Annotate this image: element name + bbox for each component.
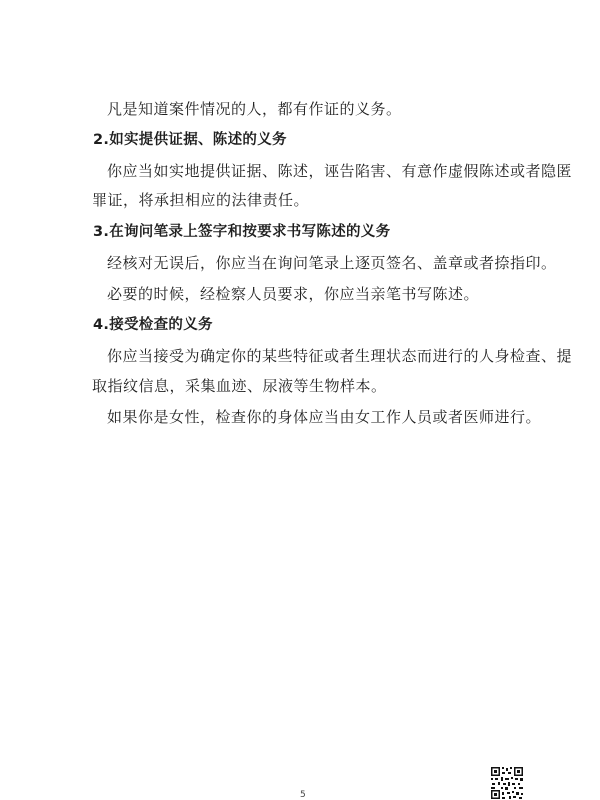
page-number: 5 [300, 790, 306, 800]
heading-duty-2: 2.如实提供证据、陈述的义务 [93, 132, 287, 148]
paragraph-witness-duty: 凡是知道案件情况的人，都有作证的义务。 [107, 100, 402, 118]
qr-code-icon [490, 766, 524, 800]
paragraph-duty-4-line-1: 你应当接受为确定你的某些特征或者生理状态而进行的人身检查、提 [107, 347, 573, 365]
paragraph-duty-4-line-2: 取指纹信息，采集血迹、尿液等生物样本。 [92, 377, 387, 395]
paragraph-duty-2-line-2: 罪证，将承担相应的法律责任。 [92, 191, 310, 209]
paragraph-duty-3-line-2: 必要的时候，经检察人员要求，你应当亲笔书写陈述。 [107, 285, 480, 303]
heading-duty-3: 3.在询问笔录上签字和按要求书写陈述的义务 [93, 224, 391, 240]
paragraph-duty-2-line-1: 你应当如实地提供证据、陈述，诬告陷害、有意作虚假陈述或者隐匿 [107, 162, 573, 180]
paragraph-female-examination: 如果你是女性，检查你的身体应当由女工作人员或者医师进行。 [107, 408, 542, 426]
paragraph-duty-3-line-1: 经核对无误后，你应当在询问笔录上逐页签名、盖章或者捺指印。 [107, 254, 557, 272]
heading-duty-4: 4.接受检查的义务 [93, 317, 213, 333]
